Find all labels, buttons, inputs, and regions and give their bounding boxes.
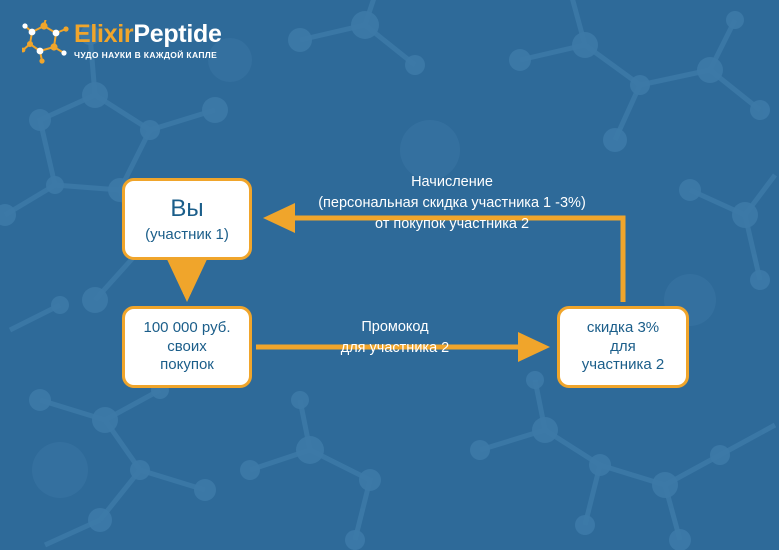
node-discount-line-3: участника 2 bbox=[581, 356, 665, 374]
node-own-purchases-line-2: своих bbox=[167, 337, 207, 355]
node-own-purchases-line-1: 100 000 руб. bbox=[143, 318, 231, 336]
node-own-purchases-line-3: покупок bbox=[160, 356, 214, 374]
edge-label-accrual bbox=[262, 172, 642, 235]
node-discount-line-2: для bbox=[610, 337, 636, 355]
brand-name-part2: Peptide bbox=[133, 20, 222, 48]
brand-name bbox=[74, 20, 254, 48]
edge-label-accrual-line-2: (персональная скидка участника 1 -3%) bbox=[318, 195, 586, 211]
node-discount-participant-2 bbox=[557, 306, 689, 388]
node-you bbox=[122, 178, 252, 260]
node-you-line-2: (участник 1) bbox=[145, 225, 229, 243]
brand-name-part1: Elixir bbox=[74, 20, 134, 48]
brand-logo bbox=[22, 20, 252, 68]
brand-tagline: ЧУДО НАУКИ В КАЖДОЙ КАПЛЕ bbox=[74, 50, 218, 60]
edge-label-promocode-line-2: для участника 2 bbox=[340, 340, 450, 356]
molecule-logo-icon bbox=[22, 20, 70, 64]
edge-label-promocode bbox=[280, 317, 510, 359]
edge-label-accrual-line-1: Начисление bbox=[411, 174, 493, 190]
node-discount-line-1: скидка 3% bbox=[586, 318, 660, 336]
node-own-purchases bbox=[122, 306, 252, 388]
brand-logo-text bbox=[74, 20, 254, 61]
edge-label-accrual-line-3: от покупок участника 2 bbox=[374, 216, 530, 232]
edge-label-promocode-line-1: Промокод bbox=[361, 319, 429, 335]
node-you-line-1: Вы bbox=[170, 194, 204, 222]
